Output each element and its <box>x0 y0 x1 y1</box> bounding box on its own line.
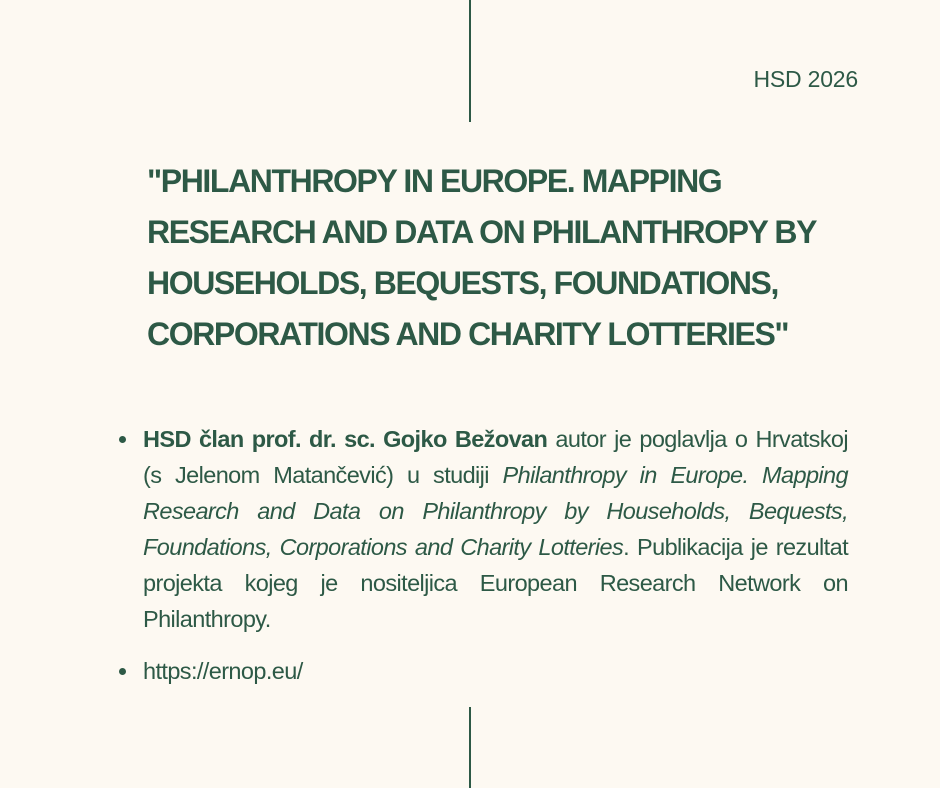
description-text-end: . Publikacija je rezultat projekta kojeg je nositeljica European Research Network on Philanthropy. <box>143 534 848 632</box>
bullet-list <box>143 421 848 689</box>
bullet-icon <box>119 668 126 675</box>
author-name: HSD član prof. dr. sc. Gojko Bežovan <box>143 426 548 452</box>
page-title: "PHILANTHROPY IN EUROPE. MAPPING RESEARCH AND DATA ON PHILANTHROPY BY HOUSEHOLDS, BEQUESTS, FOUNDATIONS, CORPORATIONS AND CHARITY LOTTERIES" <box>147 163 816 352</box>
description-text: autor je poglavlja o Hrvatskoj (s Jelenom Matančević) u studiji <box>143 426 848 488</box>
ernop-link[interactable]: https://ernop.eu/ <box>143 658 303 684</box>
bottom-divider-line <box>469 707 471 788</box>
list-item-link <box>143 653 848 689</box>
top-divider-line <box>469 0 471 122</box>
list-item-publication <box>143 421 848 637</box>
bullet-icon <box>119 436 126 443</box>
publication-title: Philanthropy in Europe. Mapping Research and Data on Philanthropy by Households, Bequests, Foundations, Corporations and Charity Lotteries <box>143 462 848 560</box>
year-tag: HSD 2026 <box>753 66 858 92</box>
